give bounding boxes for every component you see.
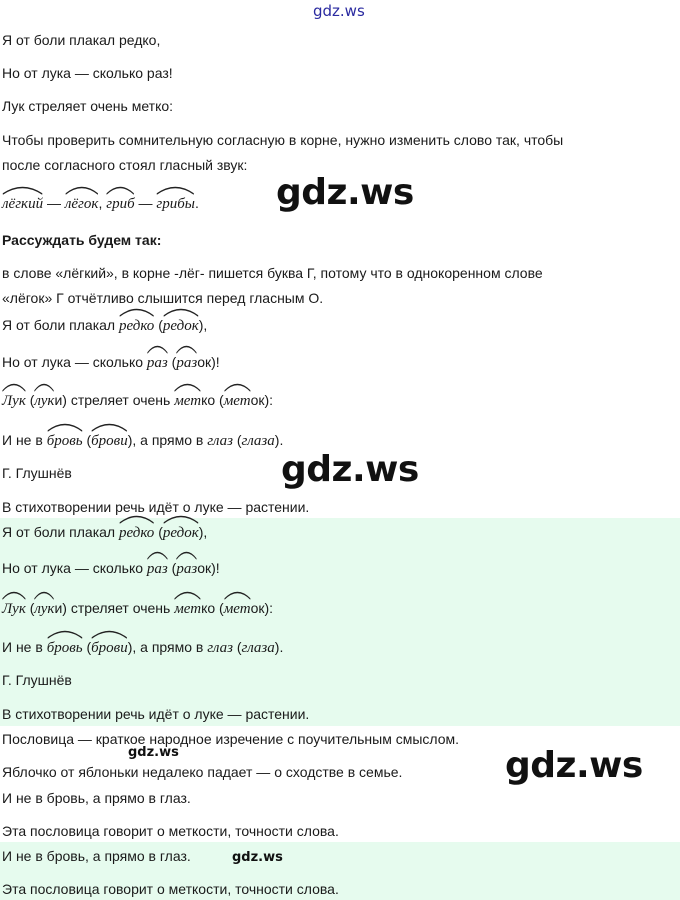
analysis-author: Г. Глушнёв <box>2 465 72 481</box>
root-arc-icon <box>34 382 54 392</box>
dash: — <box>43 195 65 211</box>
analysis-row-3: Лук ( луки) стреляет очень метко ( меток): <box>2 390 273 411</box>
analysis-note-copy: В стихотворении речь идёт о луке — растении. <box>2 706 310 722</box>
poem-line-3: Лук стреляет очень метко: <box>2 98 174 114</box>
example-word-legok: лёгок <box>65 194 99 214</box>
proverb-line-4-copy: Эта пословица говорит о меткости, точности слова. <box>2 881 339 897</box>
example-word-grib: гриб <box>106 194 134 214</box>
rule-line-1: Чтобы проверить сомнительную согласную в корне, нужно изменить слово так, чтобы <box>2 132 564 148</box>
highlight-block-1 <box>0 518 680 726</box>
analysis-row-1-copy: Я от боли плакал редко ( редок), <box>2 522 207 543</box>
root-arc-icon <box>119 514 154 524</box>
analysis-row-2: Но от лука — сколько раз ( разок)! <box>2 352 220 373</box>
dash: — <box>134 195 157 211</box>
root-arc-icon <box>163 307 199 317</box>
period: . <box>194 195 199 211</box>
analysis-row-4-copy: И не в бровь ( брови), а прямо в глаз (глаза). <box>2 637 283 658</box>
root-arc-icon <box>47 422 83 432</box>
root-arc-icon <box>65 185 99 195</box>
analysis-row-1: Я от боли плакал редко ( редок), <box>2 315 207 336</box>
root-arc-icon <box>163 514 199 524</box>
root-arc-icon <box>147 344 168 354</box>
analysis-author-copy: Г. Глушнёв <box>2 672 72 688</box>
poem-line-2: Но от лука — сколько раз! <box>2 65 173 81</box>
proverb-line-1: Пословица — краткое народное изречение с поучительным смыслом. <box>2 731 460 747</box>
rule-line-2: после согласного стоял гласный звук: <box>2 157 248 173</box>
watermark-small-2: gdz.ws <box>232 850 283 865</box>
watermark-big-3: gdz.ws <box>505 745 643 786</box>
root-arc-icon <box>106 185 134 195</box>
proverb-line-4: Эта пословица говорит о меткости, точности слова. <box>2 823 339 839</box>
proverb-line-3-copy: И не в бровь, а прямо в глаз. <box>2 848 191 864</box>
root-arc-icon <box>2 185 43 195</box>
analysis-row-3-copy: Лук ( луки) стреляет очень метко ( меток): <box>2 598 273 619</box>
root-arc-icon <box>2 382 26 392</box>
root-arc-icon <box>91 422 128 432</box>
root-arc-icon <box>47 629 83 639</box>
reasoning-line-1: в слове «лёгкий», в корне -лёг- пишется буква Г, потому что в однокоренном слове <box>2 265 543 281</box>
root-arc-icon <box>2 590 26 600</box>
watermark-big-1: gdz.ws <box>276 172 414 213</box>
root-arc-icon <box>224 382 251 392</box>
watermark-big-2: gdz.ws <box>281 449 419 490</box>
proverb-line-2: Яблочко от яблоньки недалеко падает — о сходстве в семье. <box>2 764 403 780</box>
poem-line-1: Я от боли плакал редко, <box>2 32 161 48</box>
example-word-legkiy: лёгкий <box>2 194 43 214</box>
watermark-small-1: gdz.ws <box>128 745 179 760</box>
root-arc-icon <box>174 590 201 600</box>
analysis-row-2-copy: Но от лука — сколько раз ( разок)! <box>2 558 220 579</box>
watermark-top: gdz.ws <box>313 2 365 20</box>
root-arc-icon <box>176 550 197 560</box>
root-arc-icon <box>176 344 197 354</box>
proverb-line-3: И не в бровь, а прямо в глаз. <box>2 790 191 806</box>
reasoning-title: Рассуждать будем так: <box>2 232 162 248</box>
analysis-note: В стихотворении речь идёт о луке — растении. <box>2 499 310 515</box>
examples-line <box>2 193 199 214</box>
reasoning-line-2: «лёгок» Г отчётливо слышится перед гласным О. <box>2 290 324 306</box>
root-arc-icon <box>156 185 195 195</box>
root-arc-icon <box>91 629 128 639</box>
comma: , <box>98 195 107 211</box>
example-word-griby: грибы <box>156 194 195 214</box>
root-arc-icon <box>147 550 168 560</box>
analysis-row-4: И не в бровь ( брови), а прямо в глаз (глаза). <box>2 430 283 451</box>
root-arc-icon <box>224 590 251 600</box>
root-arc-icon <box>34 590 54 600</box>
root-arc-icon <box>174 382 201 392</box>
root-arc-icon <box>119 307 154 317</box>
